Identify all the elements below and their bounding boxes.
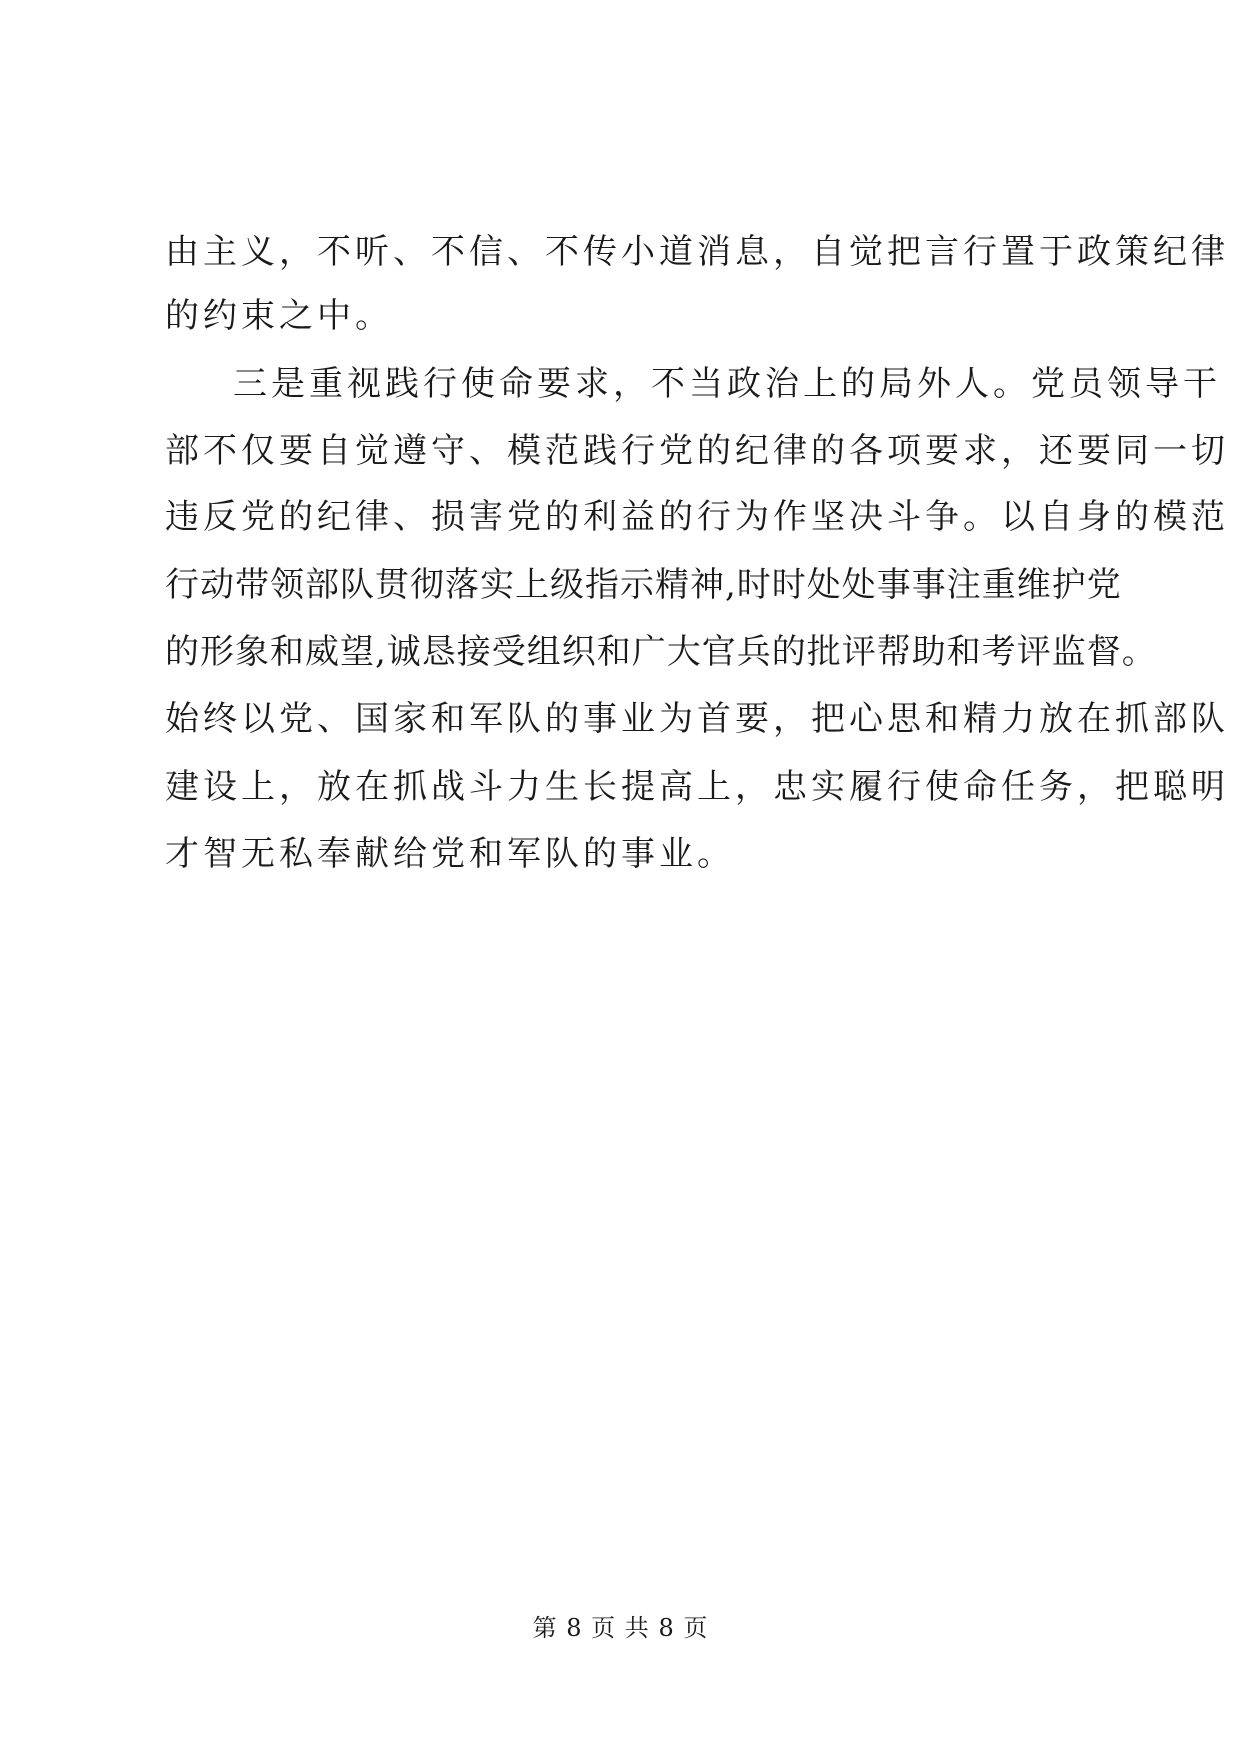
body-text-line: 由主义，不听、不信、不传小道消息，自觉把言行置于政策纪律 — [165, 232, 1229, 272]
body-text-line: 违反党的纪律、损害党的利益的行为作坚决斗争。以自身的模范 — [165, 497, 1229, 537]
page-number-footer: 第 8 页 共 8 页 — [532, 1614, 709, 1642]
body-text-line: 部不仅要自觉遵守、模范践行党的纪律的各项要求，还要同一切 — [165, 431, 1229, 471]
body-text-line: 才智无私奉献给党和军队的事业。 — [165, 834, 735, 874]
paragraph-first-line: 三是重视践行使命要求，不当政治上的局外人。党员领导干 — [233, 364, 1221, 404]
body-text-line: 的约束之中。 — [165, 296, 393, 336]
body-text-line: 行动带领部队贯彻落实上级指示精神,时时处处事事注重维护党 — [165, 565, 1122, 605]
body-text-line: 的形象和威望,诚恳接受组织和广大官兵的批评帮助和考评监督。 — [165, 632, 1157, 672]
body-text-line: 始终以党、国家和军队的事业为首要，把心思和精力放在抓部队 — [165, 699, 1229, 739]
body-text-line: 建设上，放在抓战斗力生长提高上，忠实履行使命任务，把聪明 — [165, 767, 1229, 807]
